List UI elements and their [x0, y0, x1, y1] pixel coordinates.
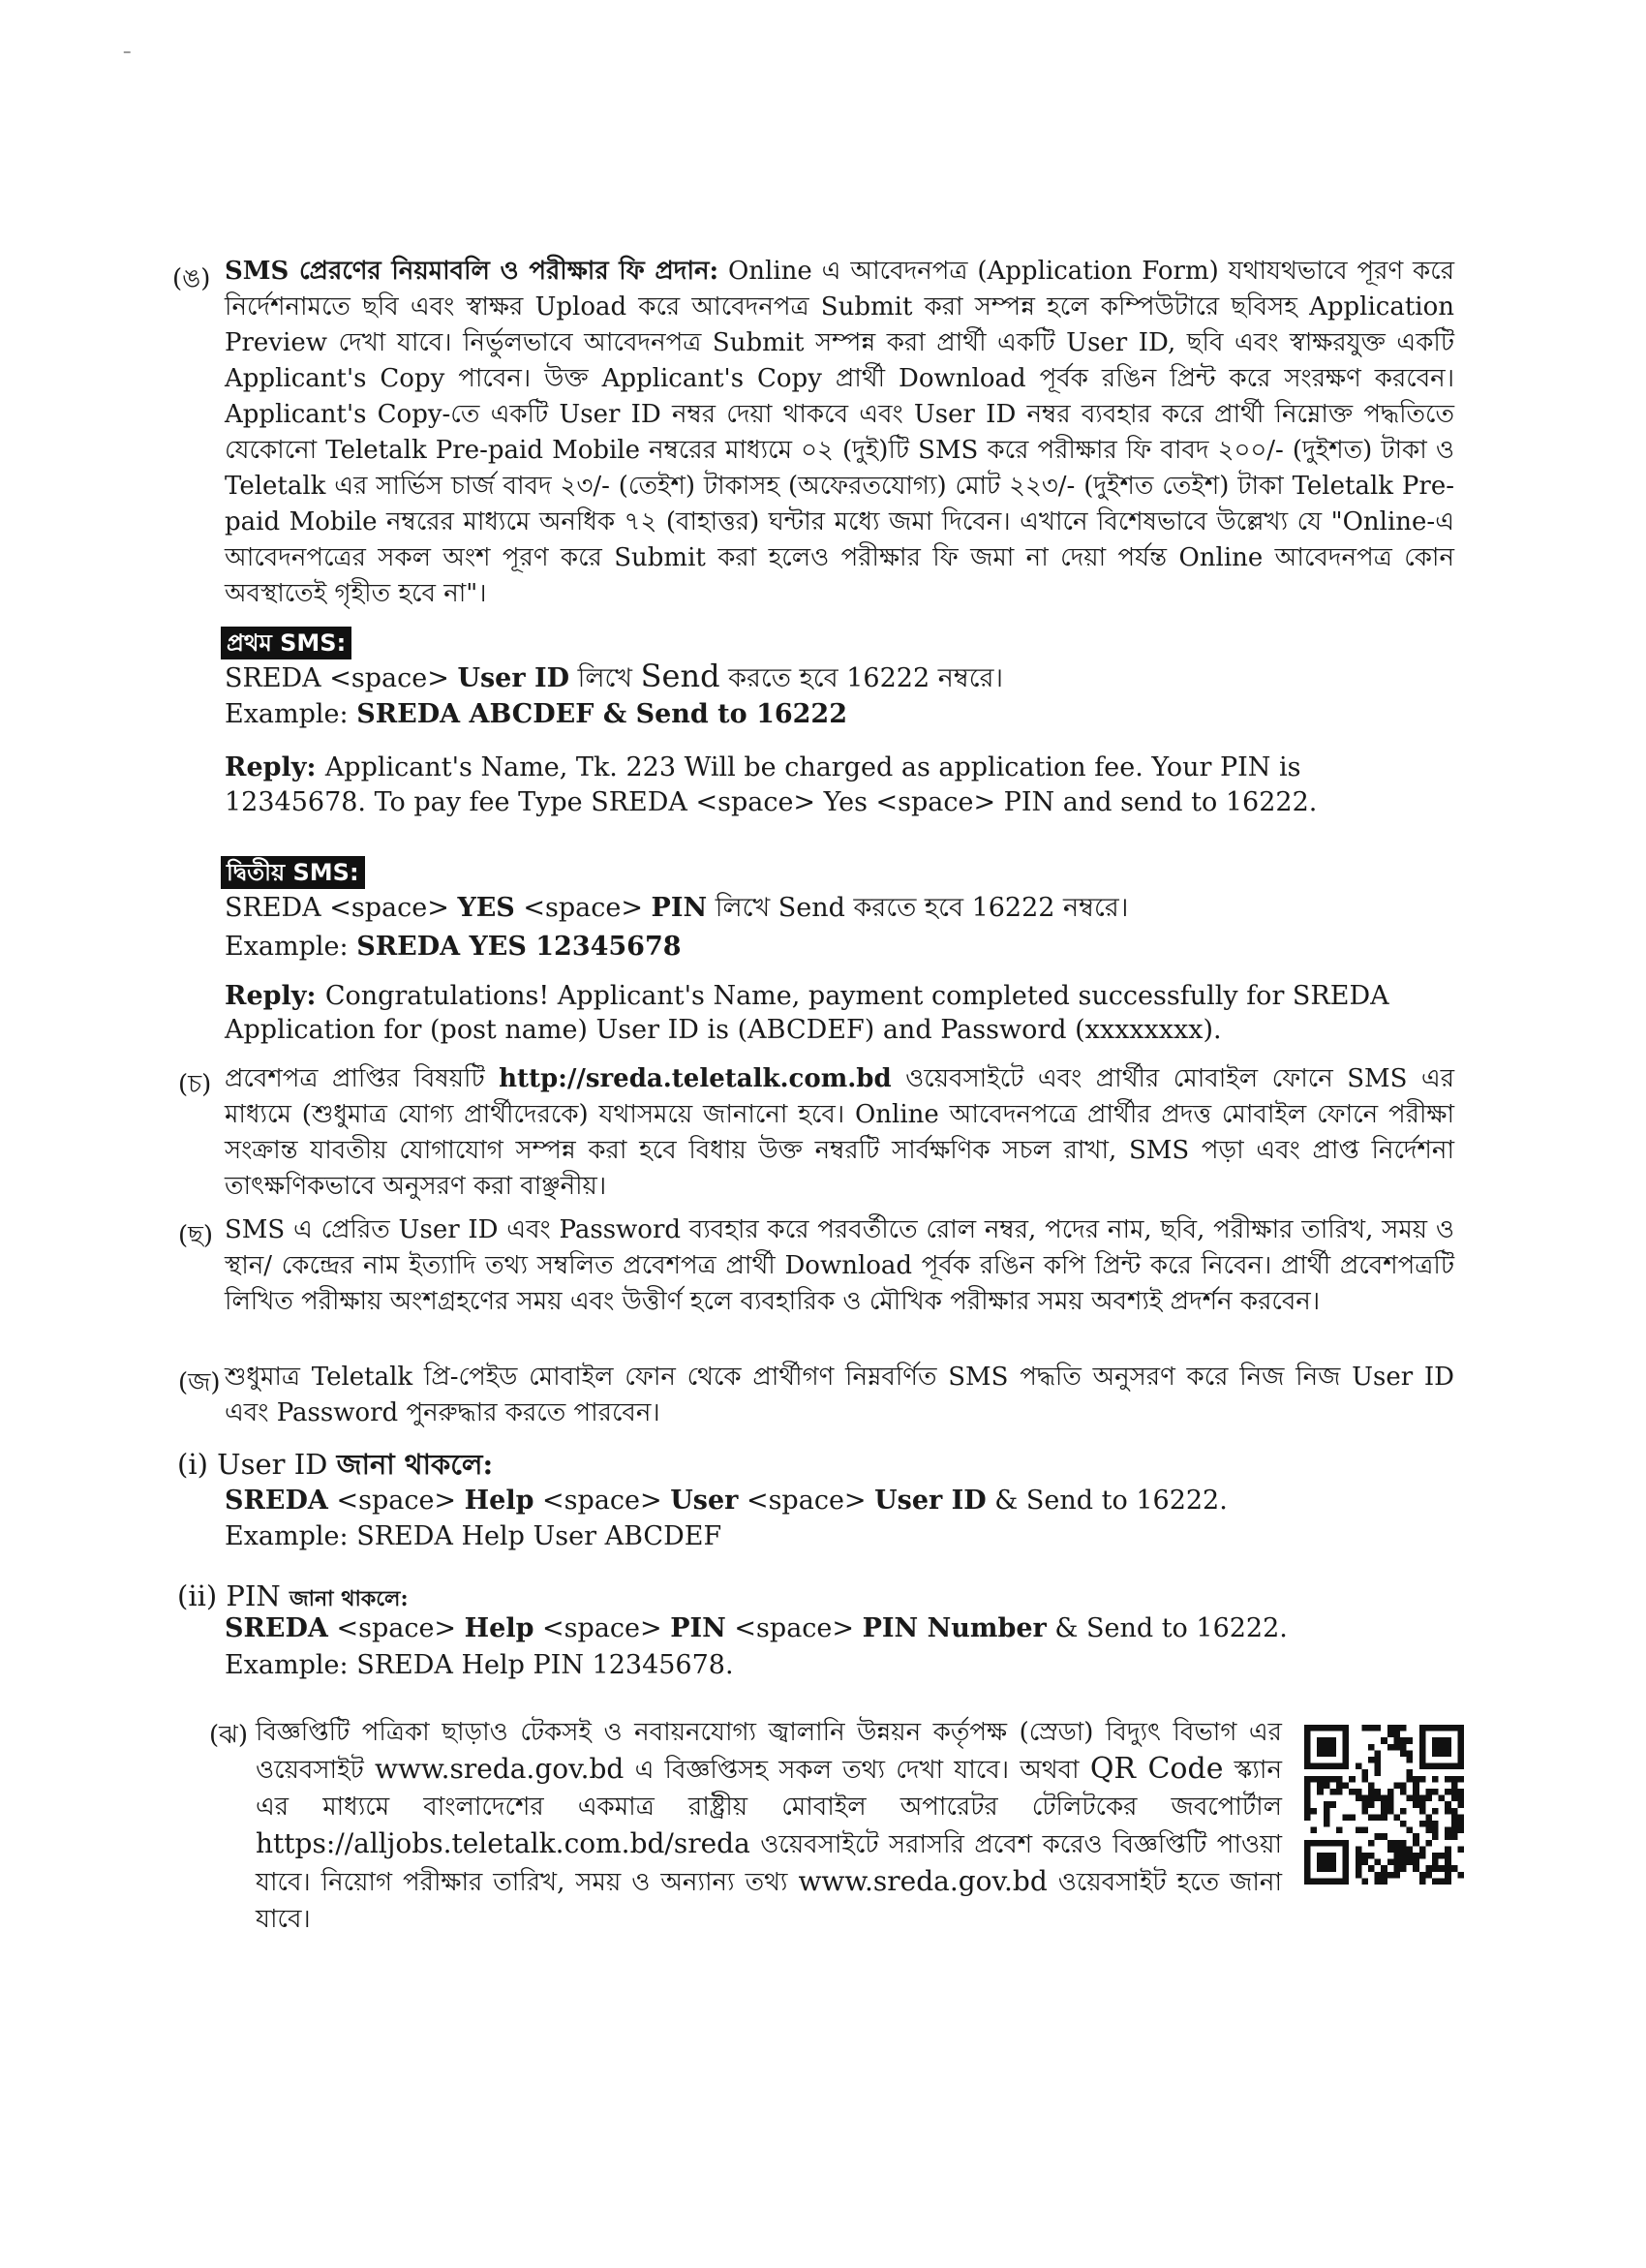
reply-text: Application for (post name) User ID is (ABCDEF) and Password (xxxxxxxx).	[225, 1015, 1222, 1045]
section-website-info	[256, 1714, 1282, 1938]
instr-bold: Help	[464, 1613, 534, 1643]
instr-text: <space>	[327, 1486, 465, 1516]
section-body: SMS এ প্রেরিত User ID এবং Password ব্যবহার করে পরবর্তীতে রোল নম্বর, পদের নাম, ছবি, পরীক্ষার তারিখ, সময় ও স্থান/ কেন্দ্রের নাম ইত্যাদি তথ্য সম্বলিত প্রবেশপত্র প্রার্থী Download পূর্বক রঙিন কপি প্রিন্ট করে নিবেন। প্রার্থী প্রবেশপত্রটি লিখিত পরীক্ষায় অংশগ্রহণের সময় এবং উত্তীর্ণ হলে ব্যবহারিক ও মৌখিক পরীক্ষার সময় অবশ্যই প্রদর্শন করবেন।	[225, 1215, 1454, 1316]
section-body: স্ক্যান এর মাধ্যমে বাংলাদেশের একমাত্র রাষ্ট্রীয় মোবাইল অপারেটর টেলিটকের জবপোর্টাল	[256, 1756, 1282, 1822]
section-body: বিজ্ঞপ্তিটি পত্রিকা ছাড়াও টেকসই ও নবায়নযোগ্য জ্বালানি উন্নয়ন কর্তৃপক্ষ (স্রেডা) বিদ্যুৎ বিভাগ এর ওয়েবসাইট	[256, 1718, 1282, 1785]
instr-text: করতে হবে 16222 নম্বরে।	[719, 663, 1004, 693]
section-body: ওয়েবসাইটে এবং প্রার্থীর মোবাইল ফোনে SMS এর মাধ্যমে (শুধুমাত্র যোগ্য প্রার্থীদেরকে) যথাসময়ে জানানো হবে। Online আবেদনপত্রে প্রার্থীর প্রদত্ত মোবাইল ফোনে পরীক্ষা সংক্রান্ত যাবতীয় যোগাযোগ সম্পন্ন করা হবে বিধায় উক্ত নম্বরটি সার্বক্ষণিক সচল রাখা, SMS পড়া এবং প্রাপ্ত নির্দেশনা তাৎক্ষণিকভাবে অনুসরণ করা বাঞ্ছনীয়।	[225, 1064, 1454, 1201]
second-sms-reply-line-1	[225, 979, 1389, 1014]
second-sms-label: দ্বিতীয় SMS:	[221, 856, 365, 889]
section-heading: SMS প্রেরণের নিয়মাবলি ও পরীক্ষার ফি প্রদান:	[225, 257, 719, 286]
admit-card-link[interactable]: http://sreda.teletalk.com.bd	[499, 1064, 892, 1093]
qr-code-icon[interactable]	[1304, 1725, 1464, 1885]
marker-jha: (ঝ)	[209, 1721, 248, 1750]
instr-text: লিখে Send করতে হবে 16222 নম্বরে।	[707, 893, 1129, 923]
instr-bold: Help	[464, 1486, 534, 1516]
recover-title: User ID	[217, 1448, 337, 1481]
reply-label: Reply:	[225, 752, 325, 782]
first-sms-reply-line-2	[225, 785, 1317, 820]
recover-pin-instruction	[225, 1611, 1288, 1646]
instr-bold: User ID	[874, 1486, 987, 1516]
recover-user-id-example	[225, 1519, 721, 1554]
section-body: Online এ আবেদনপত্র (Application Form) যথাযথভাবে পূরণ করে নির্দেশনামতে ছবি এবং স্বাক্ষর Upload করে আবেদনপত্র Submit করা সম্পন্ন হলে কম্পিউটারে ছবিসহ Application Preview দেখা যাবে। নির্ভুলভাবে আবেদনপত্র Submit সম্পন্ন করা প্রার্থী একটি User ID, ছবি এবং স্বাক্ষরযুক্ত একটি Applicant's Copy পাবেন। উক্ত Applicant's Copy প্রার্থী Download পূর্বক রঙিন প্রিন্ট করে সংরক্ষণ করবেন। Applicant's Copy-তে একটি User ID নম্বর দেয়া থাকবে এবং User ID নম্বর ব্যবহার করে প্রার্থী নিম্নোক্ত পদ্ধতিতে যেকোনো Teletalk Pre-paid Mobile নম্বরের মাধ্যমে ০২ (দুই)টি SMS করে পরীক্ষার ফি বাবদ ২০০/- (দুইশত) টাকা ও Teletalk এর সার্ভিস চার্জ বাবদ ২৩/- (তেইশ) টাকাসহ (অফেরতযোগ্য) মোট ২২৩/- (দুইশত তেইশ) টাকা Teletalk Pre-paid Mobile নম্বরের মাধ্যমে অনধিক ৭২ (বাহাত্তর) ঘন্টার মধ্যে জমা দিবেন। এখানে বিশেষভাবে উল্লেখ্য যে "Online-এ আবেদনপত্রের সকল অংশ পূরণ করে Submit করা হলেও পরীক্ষার ফি জমা না দেয়া পর্যন্ত Online আবেদনপত্র কোন অবস্থাতেই গৃহীত হবে না"।	[225, 257, 1454, 608]
reply-text: 12345678. To pay fee Type SREDA <space> Yes <space> PIN and send to 16222.	[225, 787, 1318, 817]
section-download-admit	[225, 1212, 1454, 1320]
first-sms-label: প্রথম SMS:	[221, 627, 351, 659]
first-sms-example	[225, 697, 847, 732]
instr-bold: User	[670, 1486, 739, 1516]
marker-cha: (চ)	[178, 1070, 212, 1099]
marker-chha: (ছ)	[178, 1221, 214, 1250]
sreda-website-link-2[interactable]: www.sreda.gov.bd	[798, 1865, 1048, 1897]
section-body: ওয়েবসাইট হতে জানা যাবে।	[256, 1868, 1282, 1934]
instr-bold: YES	[457, 893, 515, 923]
recover-title-bold: জানা থাকলে:	[336, 1448, 494, 1481]
second-sms-label-wrap	[221, 855, 365, 890]
recover-num: (ii)	[177, 1579, 218, 1612]
section-body: শুধুমাত্র Teletalk প্রি-পেইড মোবাইল ফোন থেকে প্রার্থীগণ নিম্নবর্ণিত SMS পদ্ধতি অনুসরণ করে নিজ নিজ User ID এবং Password পুনরুদ্ধার করতে পারবেন।	[225, 1363, 1454, 1427]
instr-text: SREDA <space>	[225, 663, 458, 693]
section-sms-rules	[225, 254, 1454, 612]
example-label: Example:	[225, 699, 357, 729]
instr-text: <space>	[327, 1613, 465, 1643]
instr-bold: PIN	[651, 893, 708, 923]
recover-title-bold: জানা থাকলে:	[289, 1586, 409, 1611]
instr-text: SREDA <space>	[225, 893, 458, 923]
marker-uo: (ঙ)	[172, 264, 211, 293]
instr-text: লিখে	[569, 663, 641, 693]
instr-text: & Send to 16222.	[1046, 1613, 1288, 1643]
instr-bold: PIN	[670, 1613, 726, 1643]
instr-send: Send	[640, 658, 720, 694]
scan-speck: ـ	[124, 35, 131, 59]
instr-bold: PIN Number	[862, 1613, 1047, 1643]
instr-text: <space>	[514, 893, 652, 923]
instr-text: <space>	[738, 1486, 875, 1516]
example-value: SREDA YES 12345678	[356, 932, 682, 962]
example-label: Example:	[225, 932, 357, 962]
reply-text: Congratulations! Applicant's Name, payment completed successfully for SREDA	[324, 981, 1389, 1011]
reply-text: Applicant's Name, Tk. 223 Will be charged as application fee. Your PIN is	[324, 752, 1301, 782]
recover-title: PIN	[226, 1579, 290, 1612]
example-value: SREDA ABCDEF & Send to 16222	[356, 699, 847, 729]
recover-num: (i)	[177, 1448, 208, 1481]
section-body: এ বিজ্ঞপ্তিসহ সকল তথ্য দেখা যাবে। অথবা	[624, 1756, 1090, 1785]
instr-bold: SREDA	[225, 1486, 328, 1516]
first-sms-instruction	[225, 659, 1003, 696]
qr-code-text: QR Code	[1089, 1752, 1224, 1786]
recover-user-id-title	[177, 1447, 493, 1482]
example-text: Example: SREDA Help User ABCDEF	[225, 1521, 722, 1551]
section-recovery	[225, 1360, 1454, 1431]
first-sms-reply-line-1	[225, 751, 1301, 785]
marker-ja: (জ)	[178, 1368, 221, 1397]
recover-pin-example	[225, 1648, 734, 1683]
instr-bold: SREDA	[225, 1613, 328, 1643]
second-sms-instruction	[225, 891, 1128, 926]
instr-text: <space>	[533, 1486, 671, 1516]
teletalk-portal-link[interactable]: https://alljobs.teletalk.com.bd/sreda	[256, 1827, 750, 1859]
sreda-website-link[interactable]: www.sreda.gov.bd	[375, 1753, 625, 1785]
first-sms-label-wrap	[221, 626, 351, 660]
example-text: Example: SREDA Help PIN 12345678.	[225, 1650, 734, 1680]
instr-text: & Send to 16222.	[986, 1486, 1228, 1516]
instr-bold: User ID	[457, 663, 570, 693]
reply-label: Reply:	[225, 981, 325, 1011]
second-sms-example	[225, 930, 682, 965]
section-admit-card	[225, 1061, 1454, 1205]
instr-text: <space>	[533, 1613, 671, 1643]
recover-user-id-instruction	[225, 1484, 1228, 1518]
second-sms-reply-line-2	[225, 1013, 1222, 1048]
section-body: ওয়েবসাইটে সরাসরি প্রবেশ করেও বিজ্ঞপ্তিটি পাওয়া যাবে। নিয়োগ পরীক্ষার তারিখ, সময় ও অন্যান্য তথ্য	[256, 1830, 1282, 1897]
instr-text: <space>	[725, 1613, 863, 1643]
section-body: প্রবেশপত্র প্রাপ্তির বিষয়টি	[225, 1064, 500, 1093]
